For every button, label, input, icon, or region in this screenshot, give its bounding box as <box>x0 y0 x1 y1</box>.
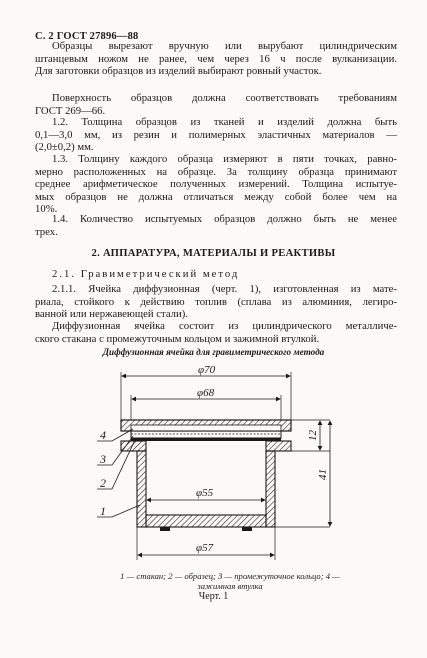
caption-line: зажимная втулка <box>197 581 263 591</box>
text-line: среднее арифметическое полученных измерений. Толщина испытуе- <box>35 178 397 191</box>
dim-70-label: φ70 <box>198 364 216 376</box>
text-line: ванной или нержавеющей стали). <box>35 308 188 321</box>
text-line: ГОСТ 269—66. <box>35 104 106 117</box>
text-line: 1.4. Количество испытуемых образцов должно быть не менее <box>52 213 397 225</box>
dim-57-label: φ57 <box>196 542 214 554</box>
callout-2: 2 <box>100 476 106 490</box>
dim-68-label: φ68 <box>197 387 215 399</box>
text-line: 1.3. Толщину каждого образца измеряют в пяти точках, равно- <box>52 153 397 165</box>
extension-lines <box>121 372 330 560</box>
text-line: Образцы вырезают вручную или вырубают цилиндрическим <box>52 40 397 52</box>
text-line: Поверхность образцов должна соответствовать требованиям <box>52 92 397 104</box>
text-line: трех. <box>35 225 58 238</box>
text-line: ского стакана с промежуточным кольцом и зажимной втулкой. <box>35 332 320 345</box>
dimension-lines <box>122 376 330 555</box>
dim-12-label: 12 <box>307 430 319 441</box>
text-line: мых образцов не должна отличаться между собой более чем на <box>35 190 397 203</box>
clamping-sleeve <box>121 420 291 431</box>
callout-4: 4 <box>100 428 106 442</box>
subsection-title: 2.1. Гравиметрический метод <box>52 268 240 280</box>
text-line: 1.2. Толщина образцов из тканей и изделий должна быть <box>52 116 397 128</box>
figure-number: Черт. 1 <box>198 591 229 602</box>
sample-film <box>131 438 281 441</box>
dim-55-label: φ55 <box>196 487 214 499</box>
text-line: мерно расположенных на образце. За толщину образца принимают <box>35 165 397 178</box>
figure-caption <box>105 571 355 591</box>
intermediate-ring <box>131 431 281 438</box>
dim-41-label: 41 <box>317 469 329 480</box>
callout-3: 3 <box>100 452 106 466</box>
text-line: 10%. <box>35 203 58 216</box>
text-line: Для заготовки образцов из изделий выбирают ровный участок. <box>35 65 322 78</box>
text-line: 0,1—3,0 мм, из резин и полимерных эластичных материалов — <box>35 128 397 141</box>
text-line: (2,0±0,2) мм. <box>35 141 94 154</box>
figure-title: Диффузионная ячейка для гравиметрического метода <box>102 347 325 357</box>
section-title: 2. АППАРАТУРА, МАТЕРИАЛЫ И РЕАКТИВЫ <box>91 248 336 259</box>
text-line: Диффузионная ячейка состоит из цилиндрического металличе- <box>52 320 397 332</box>
page-header: С. 2 ГОСТ 27896—88 <box>35 31 139 42</box>
caption-line: 1 — стакан; 2 — образец; 3 — промежуточное кольцо; 4 — <box>120 571 340 581</box>
callout-1: 1 <box>100 504 106 518</box>
cup-flange <box>121 441 291 451</box>
text-line: 2.1.1. Ячейка диффузионная (черт. 1), изготовленная из мате- <box>52 283 397 295</box>
text-line: штанцевым ножом не ранее, чем через 16 ч после вулканизации. <box>35 52 397 65</box>
text-line: риала, стойкого к действию топлив (сплава из алюминия, легиро- <box>35 295 397 308</box>
